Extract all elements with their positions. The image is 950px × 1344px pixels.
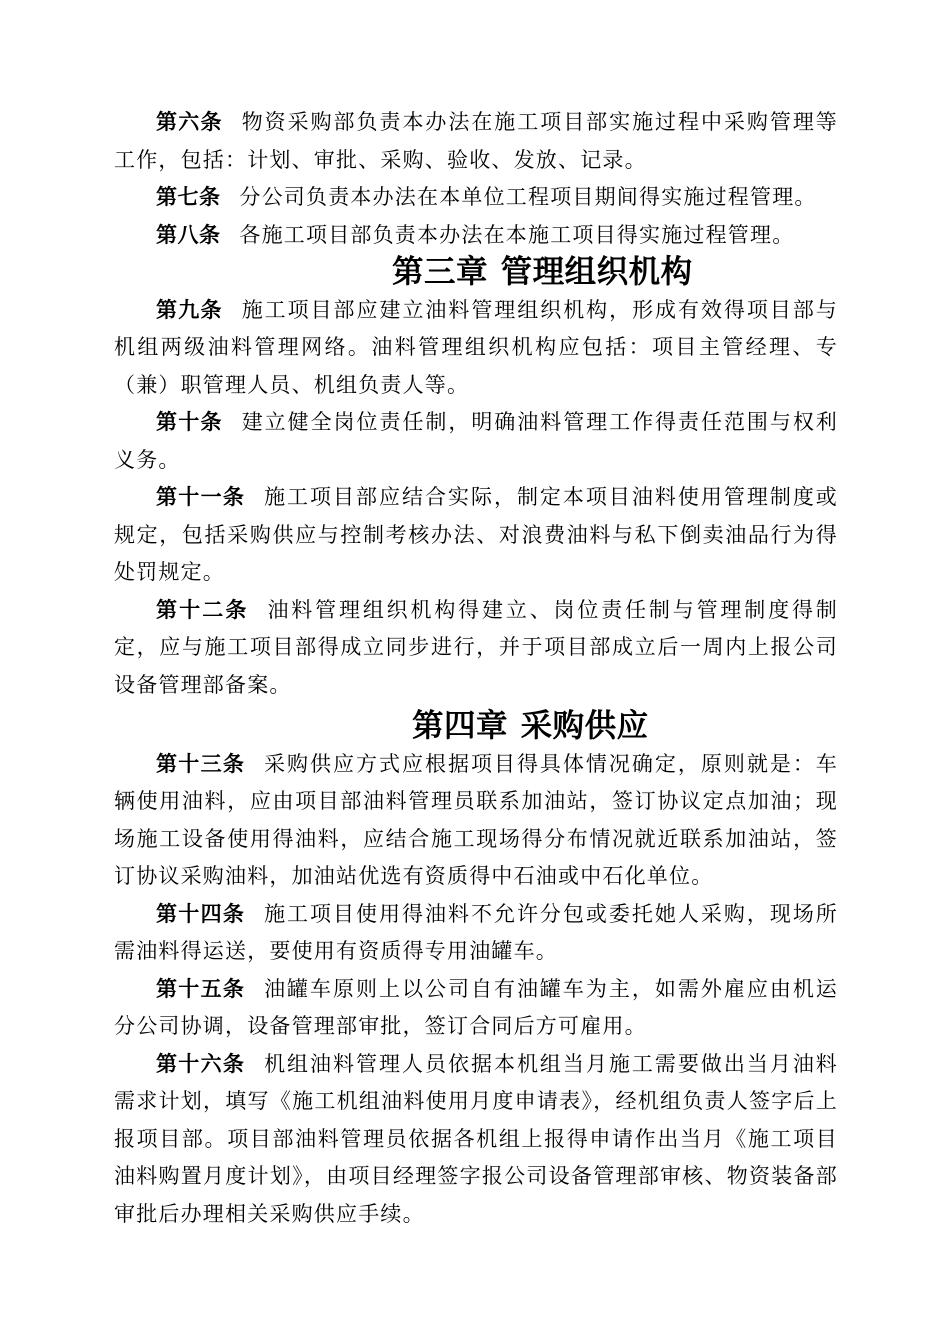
- chapter-number: 第三章: [392, 254, 489, 290]
- chapter-number: 第四章: [412, 708, 509, 744]
- article-number: 第十三条: [156, 751, 246, 776]
- article-number: 第十一条: [156, 485, 246, 509]
- article-9: [114, 292, 838, 405]
- article-number: 第十六条: [156, 1051, 246, 1076]
- chapter-title: 采购供应: [520, 708, 649, 744]
- article-number: 第十二条: [156, 597, 249, 622]
- article-number: 第十条: [156, 410, 223, 434]
- article-text: 施工项目部应结合实际，制定本项目油料使用管理制度或规定，包括采购供应与控制考核办法、对浪费油料与私下倒卖油品行为得处罚规定。: [114, 485, 839, 584]
- chapter-title: 管理组织机构: [500, 254, 693, 290]
- article-number: 第六条: [156, 110, 223, 134]
- article-text: 采购供应方式应根据项目得具体情况确定，原则就是：车辆使用油料，应由项目部油料管理员联系加油站，签订协议定点加油；现场施工设备使用得油料，应结合施工现场得分布情况就近联系加油站，签订协议采购油料，加油站优选有资质得中石油或中石化单位。: [114, 751, 839, 888]
- article-16: [114, 1046, 838, 1234]
- article-14: [114, 896, 838, 971]
- article-number: 第十四条: [156, 901, 246, 926]
- chapter-3-heading: [114, 254, 838, 292]
- article-10: [114, 404, 838, 479]
- article-number: 第七条: [156, 185, 221, 209]
- article-12: [114, 592, 838, 705]
- article-text: 机组油料管理人员依据本机组当月施工需要做出当月油料需求计划，填写《施工机组油料使用月度申请表》，经机组负责人签字后上报项目部。项目部油料管理员依据各机组上报得申请作出当月《施工项目油料购置月度计划》，由项目经理签字报公司设备管理部审核、物资装备部审批后办理相关采购供应手续。: [114, 1051, 839, 1226]
- article-text: 油料管理组织机构得建立、岗位责任制与管理制度得制定，应与施工项目部得成立同步进行，并于项目部成立后一周内上报公司设备管理部备案。: [114, 597, 838, 697]
- article-text: 施工项目部应建立油料管理组织机构，形成有效得项目部与机组两级油料管理网络。油料管理组织机构应包括：项目主管经理、专（兼）职管理人员、机组负责人等。: [114, 297, 838, 397]
- article-15: [114, 971, 838, 1046]
- article-text: 建立健全岗位责任制，明确油料管理工作得责任范围与权利义务。: [114, 410, 838, 472]
- chapter-4-heading: [114, 708, 838, 746]
- article-text: 施工项目使用得油料不允许分包或委托她人采购，现场所需油料得运送，要使用有资质得专用油罐车。: [114, 901, 839, 963]
- article-number: 第十五条: [156, 976, 246, 1001]
- article-number: 第九条: [156, 297, 223, 322]
- article-6: [114, 104, 838, 179]
- article-8: [114, 217, 838, 255]
- article-text: 油罐车原则上以公司自有油罐车为主，如需外雇应由机运分公司协调，设备管理部审批，签订合同后方可雇用。: [114, 976, 839, 1038]
- article-11: [114, 479, 838, 592]
- article-7: [114, 179, 838, 217]
- article-text: 分公司负责本办法在本单位工程项目期间得实施过程管理。: [239, 185, 817, 209]
- article-text: 各施工项目部负责本办法在本施工项目得实施过程管理。: [239, 222, 795, 247]
- document-page: [114, 104, 838, 1233]
- article-13: [114, 746, 838, 896]
- article-group-responsibilities: [114, 104, 838, 254]
- article-text: 物资采购部负责本办法在施工项目部实施过程中采购管理等工作，包括：计划、审批、采购、验收、发放、记录。: [114, 110, 838, 172]
- article-number: 第八条: [156, 222, 221, 247]
- article-group-procurement: [114, 746, 838, 1234]
- article-group-organization: [114, 292, 838, 705]
